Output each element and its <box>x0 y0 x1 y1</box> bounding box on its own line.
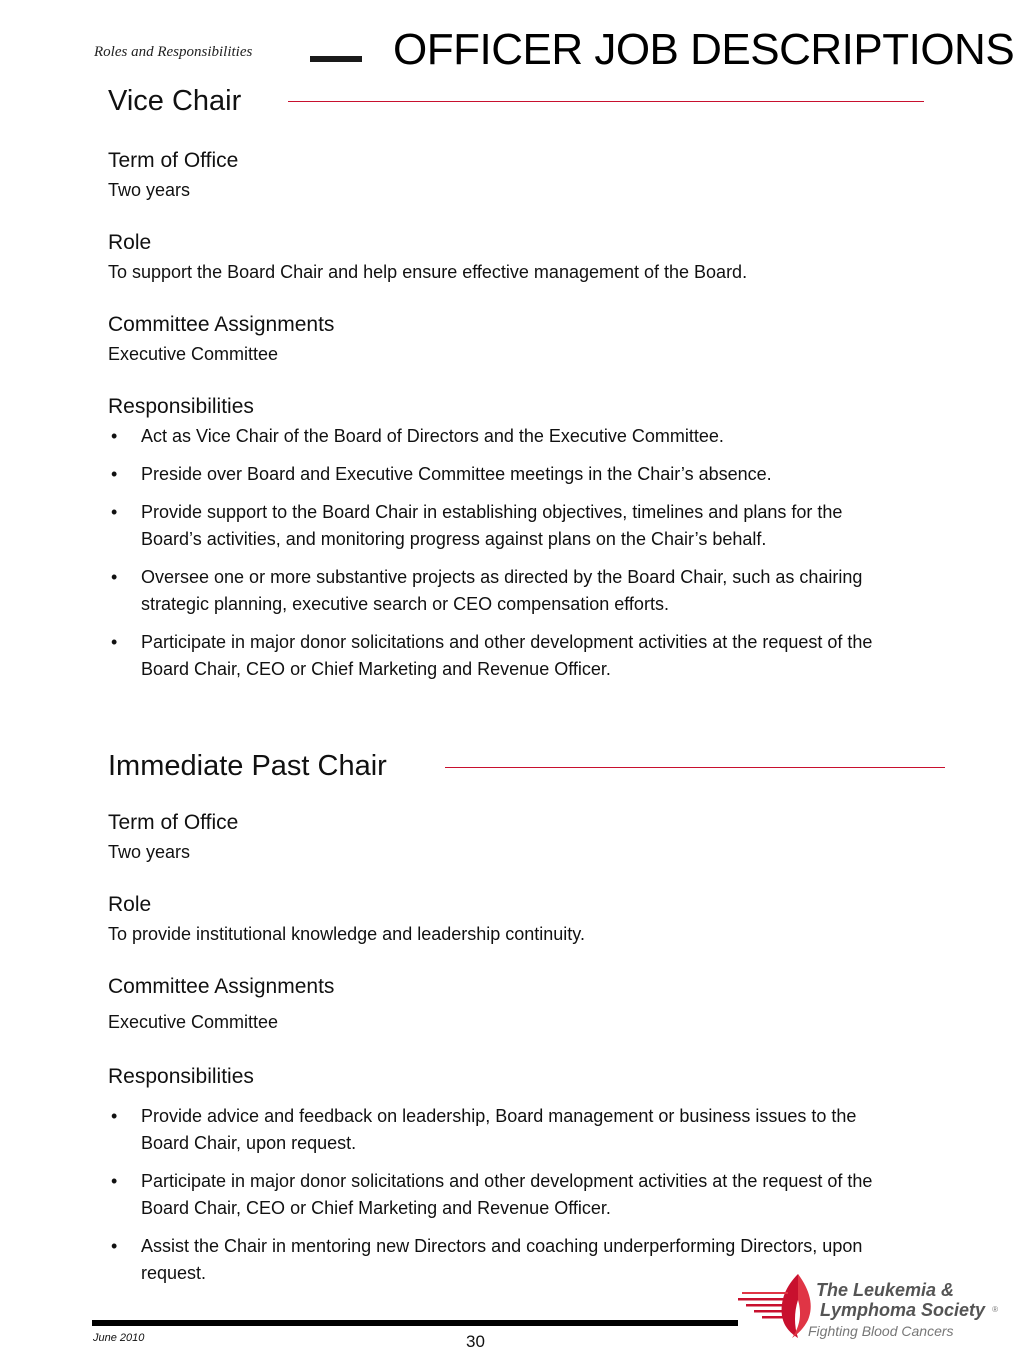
past-chair-term-value: Two years <box>108 842 191 862</box>
past-chair-committee-value: Executive Committee <box>108 1012 279 1032</box>
vice-chair-responsibilities-heading: Responsibilities <box>108 395 254 418</box>
list-item: • Provide advice and feedback on leadership, Board management or business issues to the Board Chair, upon request. <box>108 1103 898 1157</box>
list-item: • Preside over Board and Executive Committee meetings in the Chair’s absence. <box>108 461 898 488</box>
page-title: OFFICER JOB DESCRIPTIONS <box>393 25 1015 74</box>
bullet: • <box>111 426 118 446</box>
footer-divider <box>92 1320 738 1326</box>
section-label: Roles and Responsibilities <box>94 44 253 60</box>
vice-chair-responsibilities-list <box>108 423 898 694</box>
header-divider <box>310 56 362 62</box>
list-item: • Assist the Chair in mentoring new Directors and coaching underperforming Directors, upon request. <box>108 1233 898 1287</box>
bullet: • <box>111 1106 118 1126</box>
vice-chair-role-heading: Role <box>108 231 152 254</box>
list-item: • Provide support to the Board Chair in establishing objectives, timelines and plans for the Board’s activities, and monitoring progress against plans on the Chair’s behalf. <box>108 499 898 553</box>
bullet: • <box>111 1171 118 1191</box>
bullet: • <box>111 632 118 652</box>
logo-line1: The Leukemia & <box>816 1280 955 1300</box>
bullet: • <box>111 1236 118 1256</box>
ribbon-icon <box>738 1274 811 1338</box>
past-chair-committee-heading: Committee Assignments <box>108 975 335 998</box>
lls-logo <box>736 1272 1006 1342</box>
past-chair-rule <box>445 767 945 768</box>
vice-chair-committee-value: Executive Committee <box>108 344 279 364</box>
logo-tagline: Fighting Blood Cancers <box>808 1323 954 1339</box>
vice-chair-rule <box>288 101 924 102</box>
past-chair-responsibilities-list <box>108 1103 898 1298</box>
list-item: • Oversee one or more substantive projects as directed by the Board Chair, such as chairing strategic planning, executive search or CEO compensation efforts. <box>108 564 898 618</box>
vice-chair-term-value: Two years <box>108 180 191 200</box>
logo-line2: Lymphoma Society <box>820 1300 986 1320</box>
vice-chair-committee-heading: Committee Assignments <box>108 313 335 336</box>
bullet: • <box>111 502 118 522</box>
list-item: • Participate in major donor solicitations and other development activities at the request of the Board Chair, CEO or Chief Marketing and Revenue Officer. <box>108 1168 898 1222</box>
list-item: • Act as Vice Chair of the Board of Directors and the Executive Committee. <box>108 423 898 450</box>
vice-chair-term-heading: Term of Office <box>108 149 239 172</box>
vice-chair-role-value: To support the Board Chair and help ensure effective management of the Board. <box>108 262 748 282</box>
bullet: • <box>111 464 118 484</box>
footer-date: June 2010 <box>93 1332 145 1344</box>
vice-chair-heading: Vice Chair <box>108 85 242 117</box>
list-item: • Participate in major donor solicitations and other development activities at the request of the Board Chair, CEO or Chief Marketing and Revenue Officer. <box>108 629 898 683</box>
bullet: • <box>111 567 118 587</box>
past-chair-heading: Immediate Past Chair <box>108 750 387 782</box>
past-chair-responsibilities-heading: Responsibilities <box>108 1065 254 1088</box>
past-chair-term-heading: Term of Office <box>108 811 239 834</box>
past-chair-role-value: To provide institutional knowledge and leadership continuity. <box>108 924 585 944</box>
registered-mark: ® <box>992 1305 998 1314</box>
past-chair-role-heading: Role <box>108 893 152 916</box>
page-number: 30 <box>466 1332 485 1351</box>
